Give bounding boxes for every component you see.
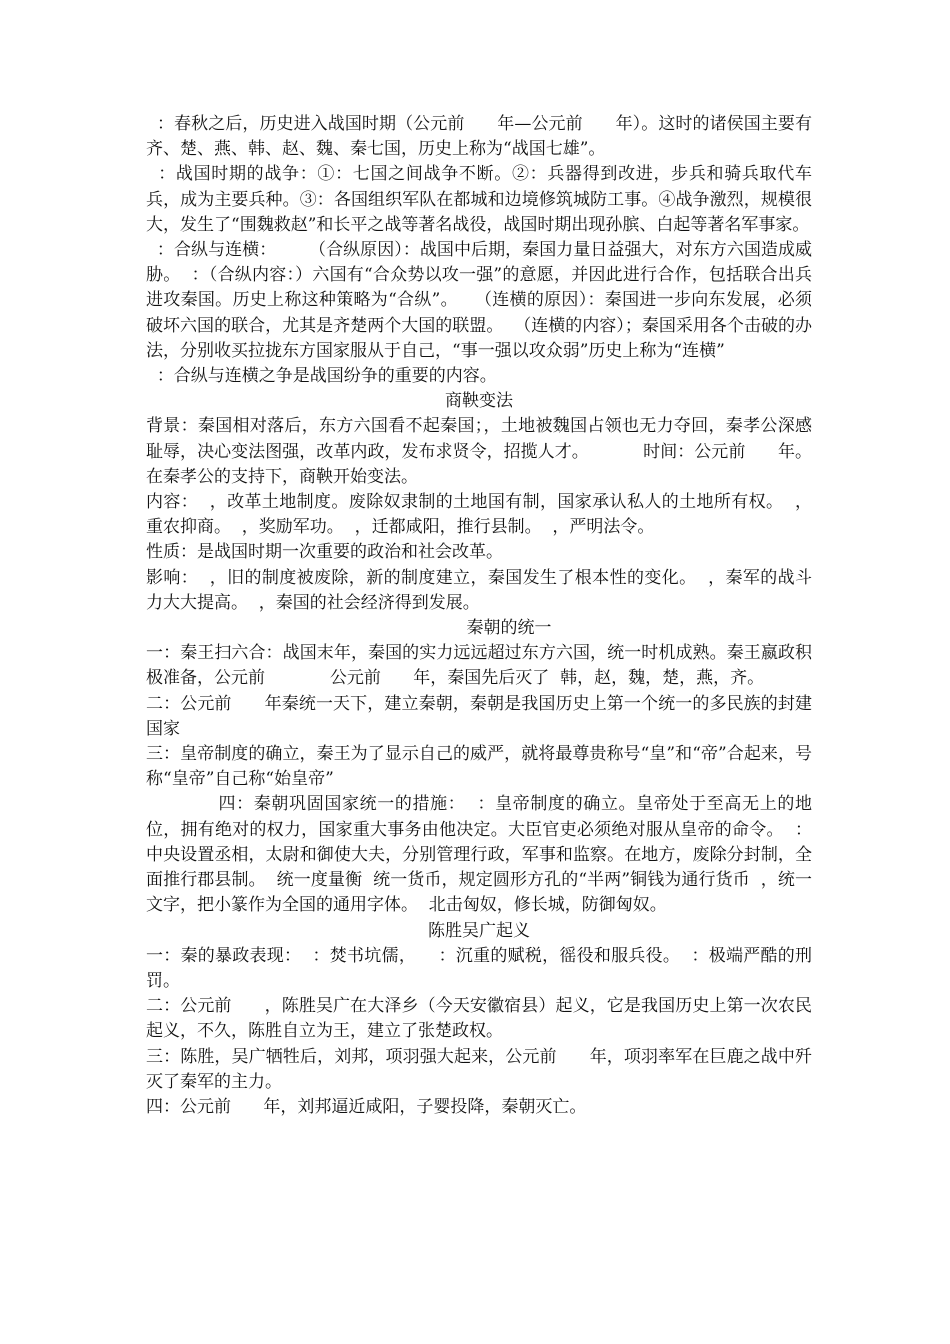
paragraph-shang-nature: 性质：是战国时期一次重要的政治和社会改革。 (146, 542, 503, 563)
paragraph-chen-four: 四：公元前 年，刘邦逼近咸阳，子婴投降，秦朝灭亡。 (146, 1096, 587, 1117)
paragraph-shang-background: 背景：秦国相对落后，东方六国看不起秦国；，土地被魏国占领也无力夺回，秦孝公深感耻辱，决心变法图强，改革内政，发布求贤令，招揽人才。 时间：公元前 年。在秦孝公的支持下，商鞅开始变法。 (146, 416, 812, 487)
paragraph-chen-three: 三：陈胜，吴广牺牲后，刘邦，项羽强大起来，公元前 年，项羽率军在巨鹿之战中歼灭了秦军的主力。 (146, 1046, 812, 1092)
paragraph-qin-one: 一：秦王扫六合：战国末年，秦国的实力远远超过东方六国，统一时机成熟。秦王嬴政积极准备，公元前 公元前 年，秦国先后灭了 韩，赵，魏，楚，燕，齐。 (146, 643, 812, 689)
paragraph-warring-states: ：春秋之后，历史进入战国时期（公元前 年—公元前 年）。这时的诸侯国主要有齐、楚、燕、韩、赵、魏、秦七国，历史上称为“战国七雄”。 (146, 114, 812, 160)
paragraph-shang-impact: 影响： ，旧的制度被废除，新的制度建立，秦国发生了根本性的变化。 ，秦军的战斗力大大提高。 ，秦国的社会经济得到发展。 (146, 567, 812, 613)
paragraph-hezong-summary: ：合纵与连横之争是战国纷争的重要的内容。 (146, 366, 497, 387)
paragraph-hezong-lianheng: ：合纵与连横： （合纵原因）：战国中后期，秦国力量日益强大，对东方六国造成威胁。 ：（合纵内容：）六国有“合众势以攻一强”的意愿，并因此进行合作，包括联合出兵进攻秦国。历史上称这种策略为“合纵”。 （连横的原因）：秦国进一步向东发展，必须破坏六国的联合，尤其是齐楚两个大国的联盟。 （连横的内容）；秦国采用各个击破的办法，分别收买拉拢东方国家服从于自己，“事一强以攻众弱”历史上称为“连横” (146, 240, 813, 361)
paragraph-shang-content: 内容： ，改革土地制度。废除奴隶制的土地国有制，国家承认私人的土地所有权。 ，重农抑商。 ，奖励军功。 ，迁都咸阳，推行县制。 ，严明法令。 (146, 492, 812, 538)
section-heading-shang-yang: 商鞅变法 (445, 391, 513, 412)
section-heading-chen-sheng: 陈胜吴广起义 (428, 920, 530, 941)
paragraph-chen-one: 一：秦的暴政表现： ：焚书坑儒， ：沉重的赋税，徭役和服兵役。 ：极端严酷的刑罚。 (146, 945, 812, 991)
paragraph-qin-four: 四：秦朝巩固国家统一的措施： ：皇帝制度的确立。皇帝处于至高无上的地位，拥有绝对的权力，国家重大事务由他决定。大臣官吏必须绝对服从皇帝的命令。 ：中央设置丞相，太尉和御使大夫，分别管理行政，军事和监察。在地方，废除分封制，全面推行郡县制。 统一度量衡 统一货币，规定圆形方孔的“半两”铜钱为通行货币 ，统一文字，把小篆作为全国的通用字体。 北击匈奴，修长城，防御匈奴。 (146, 794, 812, 916)
section-heading-qin-unification: 秦朝的统一 (466, 618, 552, 639)
paragraph-wars: ：战国时期的战争：①：七国之间战争不断。②：兵器得到改进，步兵和骑兵取代车兵，成为主要兵种。③：各国组织军队在都城和边境修筑城防工事。④战争激烈，规模很大，发生了“围魏救赵”和长平之战等著名战役，战国时期出现孙膑、白起等著名军事家。 (146, 164, 812, 235)
paragraph-qin-three: 三：皇帝制度的确立，秦王为了显示自己的威严，就将最尊贵称号“皇”和“帝”合起来，号称“皇帝”自己称“始皇帝” (146, 744, 812, 790)
paragraph-qin-two: 二：公元前 年秦统一天下，建立秦朝，秦朝是我国历史上第一个统一的多民族的封建国家 (146, 693, 812, 739)
paragraph-chen-two: 二：公元前 ，陈胜吴广在大泽乡（今天安徽宿县）起义，它是我国历史上第一次农民起义，不久，陈胜自立为王，建立了张楚政权。 (146, 996, 812, 1042)
document-body (146, 112, 812, 1120)
